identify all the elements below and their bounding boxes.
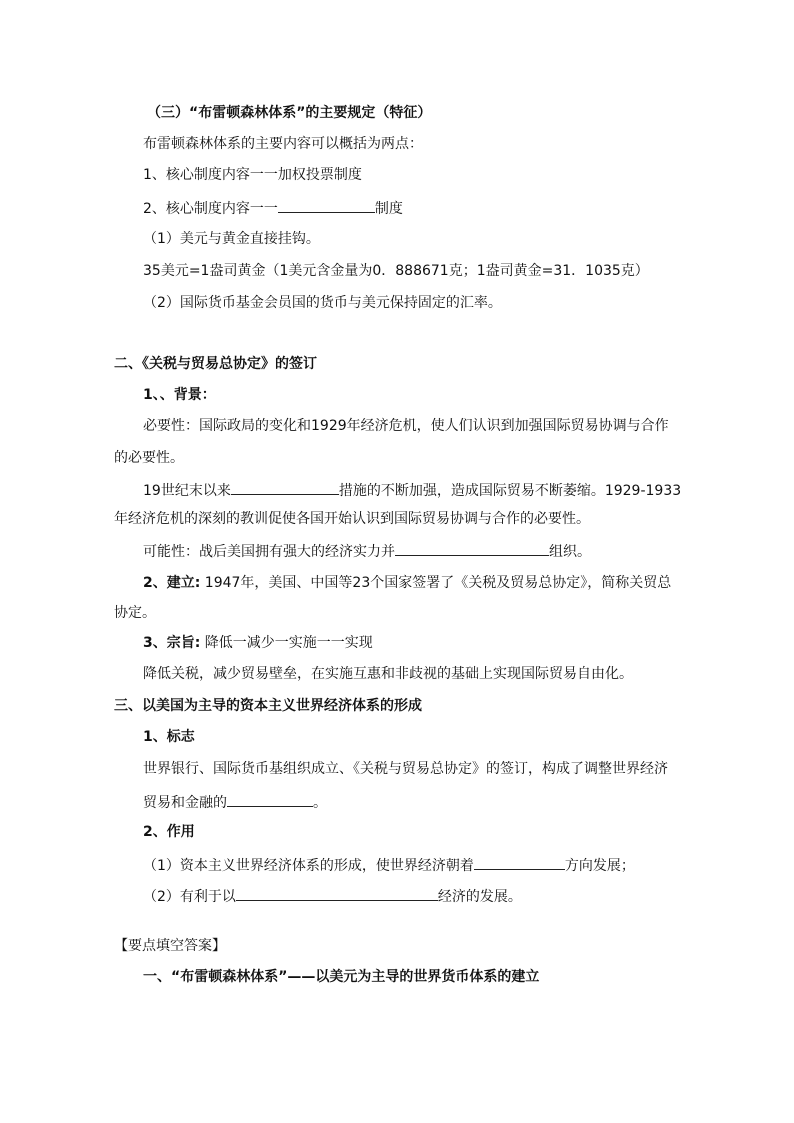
section-heading-world-economy: 三、以美国为主导的资本主义世界经济体系的形成 (114, 698, 422, 714)
subheading-background: 1、、背景： (143, 387, 216, 403)
fill-in-blank (474, 855, 565, 870)
establishment-label: 2、建立: (143, 575, 201, 591)
paragraph-mark-cont (143, 792, 327, 812)
fill-in-blank (227, 792, 313, 807)
paragraph-mark: 世界银行、国际货币基组织成立、《关税与贸易总协定》的签订，构成了调整世界经济 (143, 761, 668, 777)
gold-rate-text: 35美元=1盎司黄金（1美元含金量为0．888671克；1盎司黄金=31．1035克） (143, 263, 649, 279)
aim-text: 降低一减少一实施一一实现 (200, 635, 373, 651)
possibility-suffix: 组织。 (549, 544, 591, 560)
aim-label: 3、宗旨: (143, 635, 201, 651)
subheading-role: 2、作用 (143, 824, 195, 840)
fill-in-blank (236, 886, 438, 901)
role-2-suffix: 经济的发展。 (437, 889, 522, 905)
role-1-prefix: （1）资本主义世界经济体系的形成，使世界经济朝着 (143, 858, 474, 874)
paragraph-intro: 布雷顿森林体系的主要内容可以概括为两点： (143, 136, 423, 152)
paragraph-aim-detail: 降低关税，减少贸易壁垒，在实施互惠和非歧视的基础上实现国际贸易自由化。 (143, 666, 633, 682)
fill-in-blank (278, 198, 375, 213)
role-2-prefix: （2）有利于以 (143, 889, 236, 905)
core-system-2-prefix: 2、核心制度内容一一 (143, 201, 278, 217)
possibility-prefix: 可能性：战后美国拥有强大的经济实力并 (143, 544, 395, 560)
paragraph-possibility (143, 541, 591, 561)
mark-prefix: 贸易和金融的 (143, 795, 227, 811)
c19-prefix: 19世纪末以来 (143, 483, 231, 499)
paragraph-necessity: 必要性：国际政局的变化和1929年经济危机，使人们认识到加强国际贸易协调与合作 (143, 418, 669, 434)
answers-heading: 【要点填空答案】 (114, 938, 226, 954)
list-item-core-system-2 (143, 198, 403, 218)
paragraph-19th-century-cont: 年经济危机的深刻的教训促使各国开始认识到国际贸易协调与合作的必要性。 (114, 511, 590, 527)
sub-item-2: （2）国际货币基金会员国的货币与美元保持固定的汇率。 (143, 295, 502, 311)
list-item-core-system-1: 1、核心制度内容一一加权投票制度 (143, 167, 362, 183)
subheading-mark: 1、标志 (143, 729, 195, 745)
paragraph-role-1 (143, 855, 635, 875)
core-system-2-suffix: 制度 (374, 201, 403, 217)
fill-in-blank (231, 480, 339, 495)
mark-suffix: 。 (313, 795, 327, 811)
fill-in-blank (395, 541, 549, 556)
sub-item-1: （1）美元与黄金直接挂钩。 (143, 231, 320, 247)
paragraph-necessity-cont: 的必要性。 (114, 450, 184, 466)
paragraph-role-2 (143, 886, 522, 906)
paragraph-establishment-cont: 协定。 (114, 605, 156, 621)
answers-first-heading: 一、“布雷顿森林体系”——以美元为主导的世界货币体系的建立 (143, 969, 540, 985)
establishment-text: 1947年，美国、中国等23个国家签署了《关税及贸易总协定》，简称关贸总 (200, 575, 672, 591)
c19-suffix: 措施的不断加强，造成国际贸易不断萎缩。1929-1933 (338, 483, 682, 499)
paragraph-aim (143, 634, 373, 652)
section-heading-gatt: 二、《关税与贸易总协定》的签订 (114, 356, 317, 372)
paragraph-19th-century (143, 480, 681, 500)
paragraph-establishment (143, 574, 671, 592)
role-1-suffix: 方向发展； (564, 858, 635, 874)
section-heading-bretton-woods-rules: （三）“布雷顿森林体系”的主要规定（特征） (147, 105, 432, 121)
